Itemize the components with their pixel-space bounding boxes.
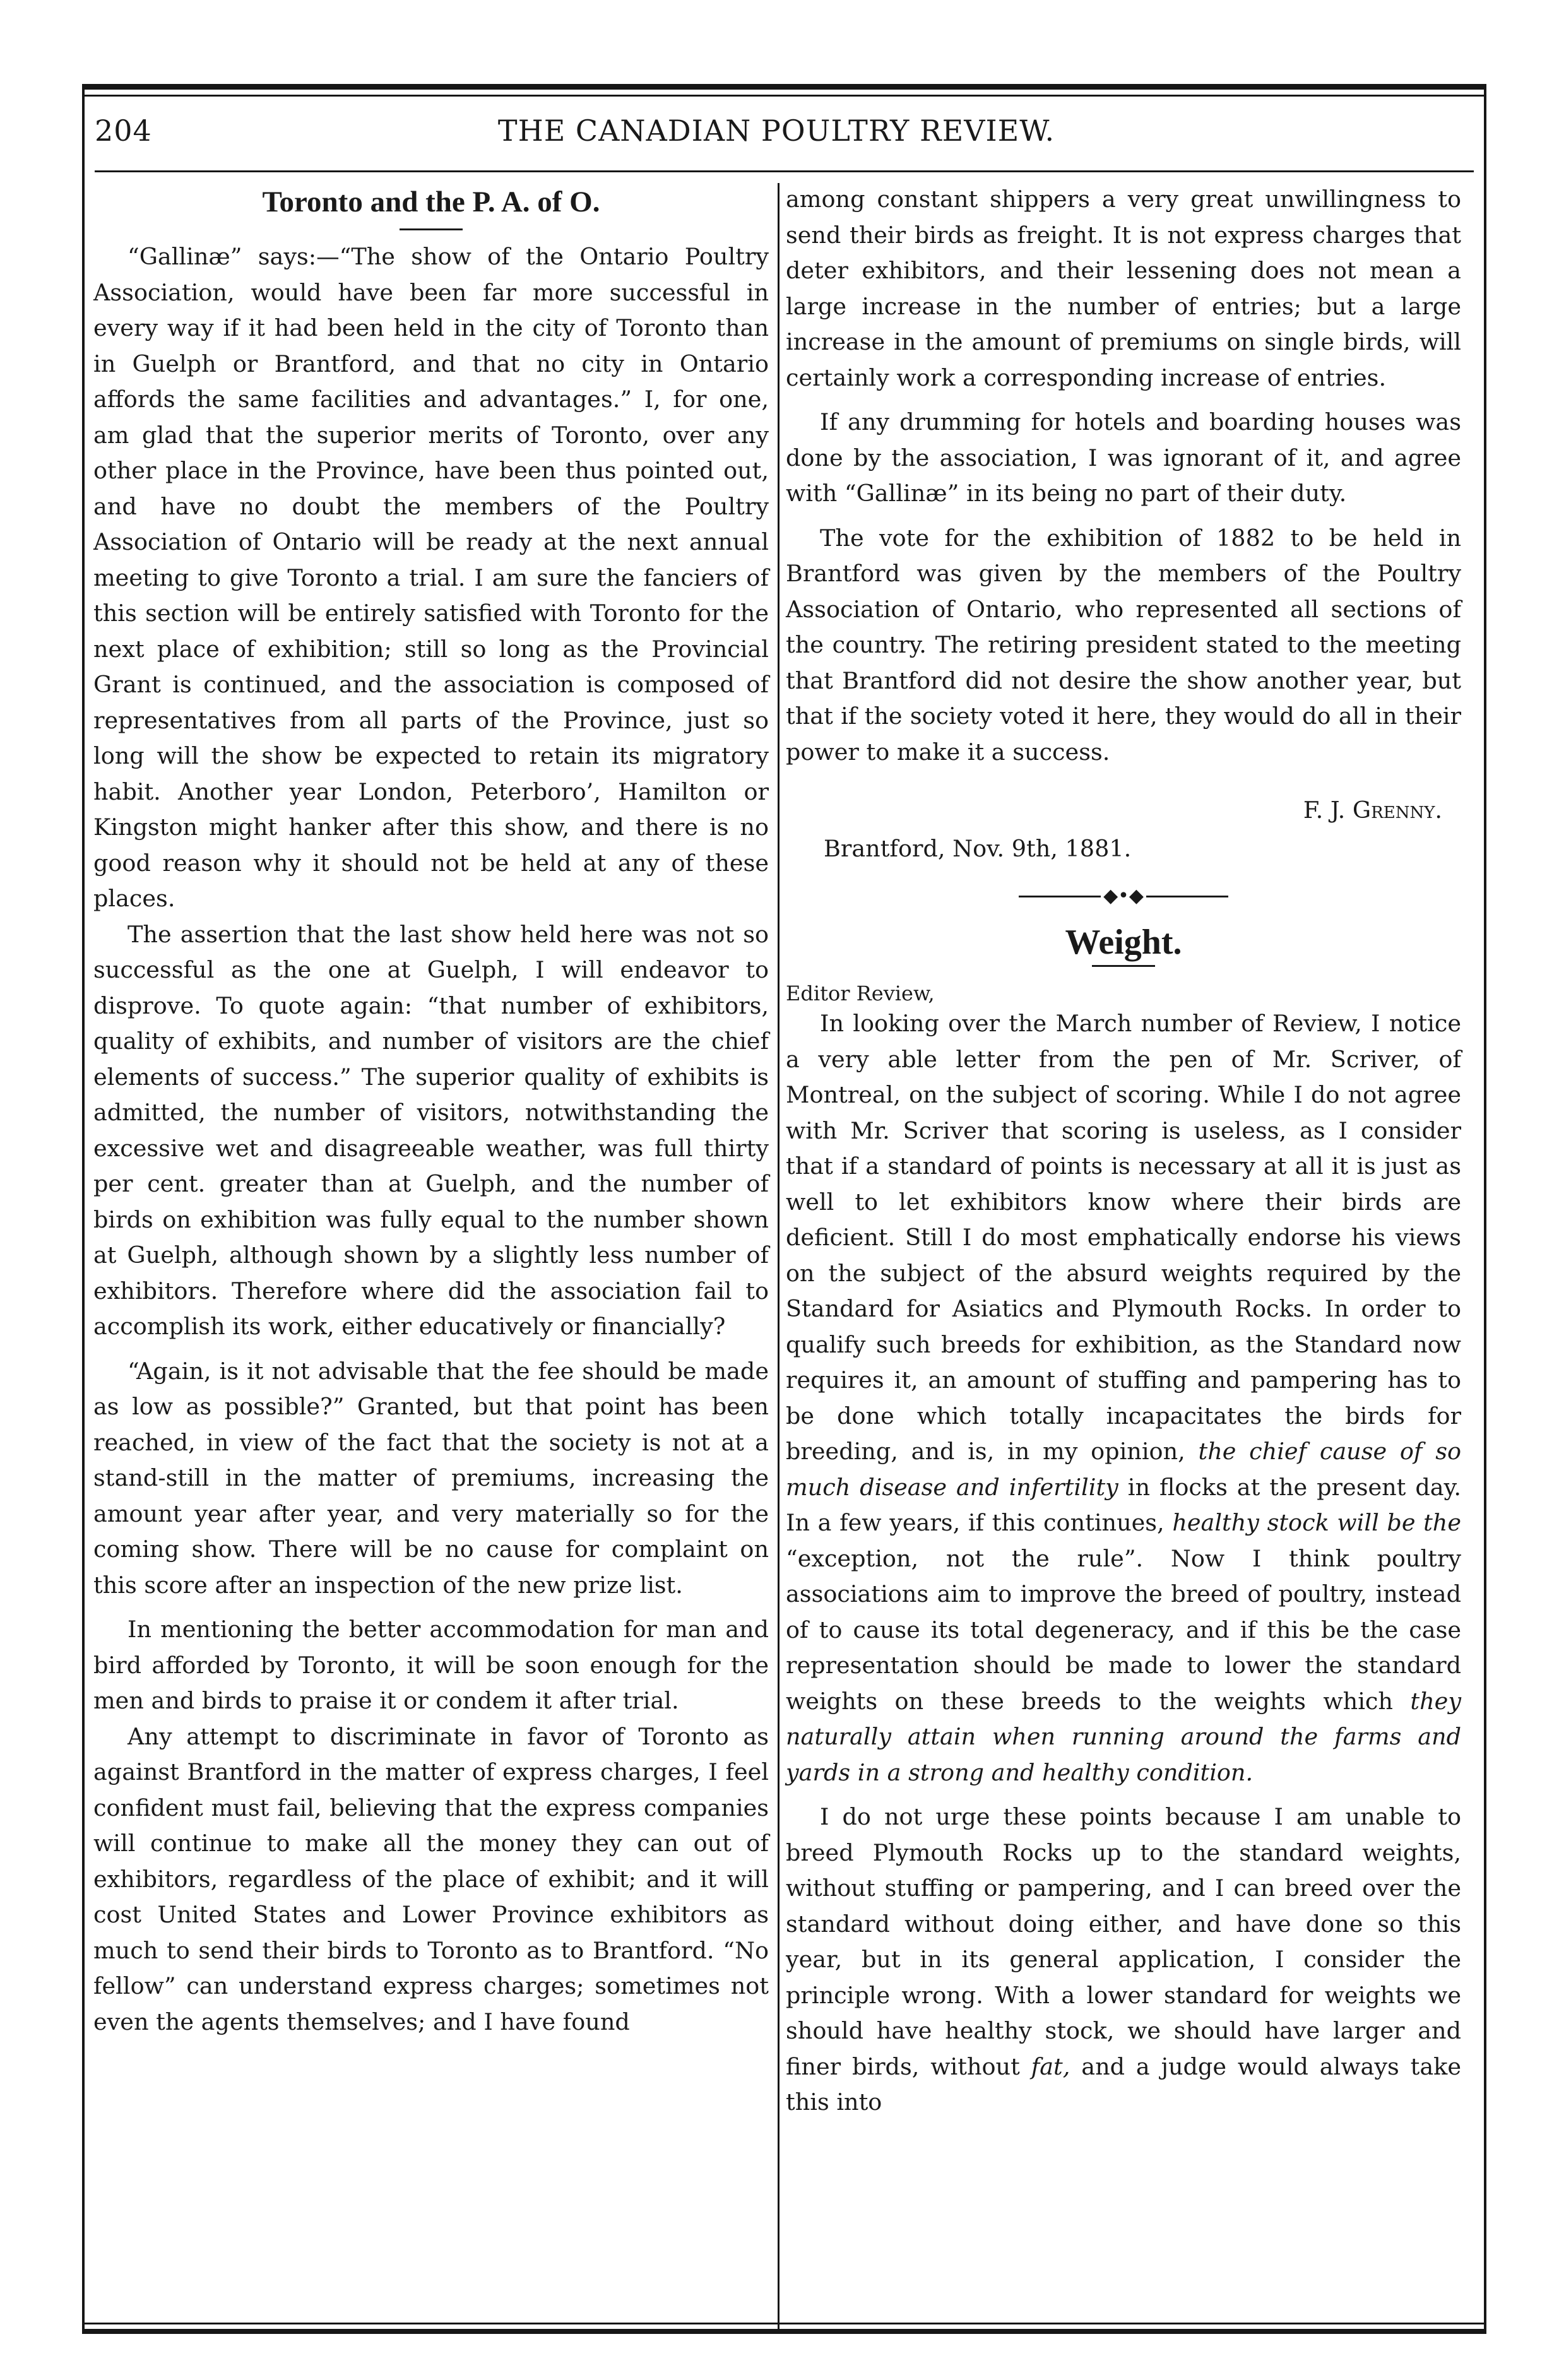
ornament-diamond-icon: ◆•◆ (1103, 885, 1144, 907)
dateline: Brantford, Nov. 9th, 1881. (824, 834, 1132, 862)
title-rule (400, 228, 463, 230)
left-column (93, 182, 769, 2040)
right-column (786, 182, 1461, 2121)
paragraph: In looking over the March number of Review, I notice a very able letter from the pen of Mr. Scriver, of Montreal, on the subject of scoring. While I do not agree with Mr. Scriver that scoring is useless, as I consider that if a standard of points is necessary at all it is just as well to let exhibitors know where their birds are deficient. Still I do most emphatically endorse his views on the subject of the absurd weights required by the Standard for Asiatics and Plymouth Rocks. In order to qualify such breeds for exhibition, as the Standard now requires it, an amount of stuffing and pampering has to be done which totally incapacitates the birds for breeding, and is, in my opinion, the chief cause of so much disease and infertility in flocks at the present day. In a few years, if this continues, healthy stock will be the “exception, not the rule”. Now I think poultry associations aim to improve the breed of poultry, instead of to cause its total degeneracy, and if this be the case representation should be made to lower the standard weights on these breeds to the weights which they naturally attain when running around the farms and yards in a strong and healthy condition. (786, 1010, 1461, 1786)
paragraph: The vote for the exhibition of 1882 to be held in Brantford was given by the members of the Poultry Association of Ontario, who represented all sections of the country. The retiring president stated to the meeting that Brantford did not desire the show another year, but that if the society voted it here, they would do all in their power to make it a success. (786, 524, 1461, 766)
paragraph: The assertion that the last show held here was not so successful as the one at Guelph, I will endeavor to disprove. To quote again: “that number of exhibitors, quality of exhibits, and number of visitors are the chief elements of success.” The superior quality of exhibits is admitted, the number of visitors, notwithstanding the excessive wet and disagreeable weather, was full thirty per cent. greater than at Guelph, and the number of birds on exhibition was fully equal to the number shown at Guelph, although shown by a slightly less number of exhibitors. Therefore where did the association fail to accomplish its work, either educatively or financially? (93, 920, 769, 1340)
ornament-line (1146, 896, 1228, 897)
header-rule (95, 170, 1474, 172)
paragraph: If any drumming for hotels and boarding houses was done by the association, I was ignorant of it, and agree with “Gallinæ” in its being no part of their duty. (786, 408, 1461, 507)
paragraph: “Again, is it not advisable that the fee should be made as low as possible?” Granted, but that point has been reached, in view of the fact that the society is not at a stand-still in the matter of premiums, increasing the amount year after year, and very materially so for the coming show. There will be no cause for complaint on this score after an inspection of the new prize list. (93, 1357, 769, 1599)
section-ornament (786, 887, 1461, 906)
ornament-line (1019, 896, 1101, 897)
paragraph: In mentioning the better accommodation for man and bird afforded by Toronto, it will be soon enough for the men and birds to praise it or condem it after trial. (93, 1616, 769, 1714)
paragraph: “Gallinæ” says:—“The show of the Ontario Poultry Association, would have been far more successful in every way if it had been held in the city of Toronto than in Guelph or Brantford, and that no city in Ontario affords the same facilities and advantages.” I, for one, am glad that the superior merits of Toronto, over any other place in the Province, have been thus pointed out, and have no doubt the members of the Poultry Association of Ontario will be ready at the next annual meeting to give Toronto a trial. I am sure the fanciers of this section will be entirely satisfied with Toronto for the next place of exhibition; still so long as the Provincial Grant is continued, and the association is composed of representatives from all parts of the Province, just so long will the show be expected to retain its migratory habit. Another year London, Peterboro’, Hamilton or Kingston might hanker after this show, and there is no good reason why it should not be held at any of these places. (93, 243, 769, 912)
signature: F. J. Grenny. (1303, 796, 1442, 824)
italic-phrase: healthy stock will be the (1172, 1509, 1461, 1536)
bottom-rule-thin (82, 2323, 1486, 2324)
paragraph: I do not urge these points because I am unable to breed Plymouth Rocks up to the standard weights, without stuffing or pampering, and I can breed over the standard without doing either, and have done so this year, but in its general application, I consider the principle wrong. With a lower standard for weights we should have healthy stock, we should have larger and finer birds, without fat, and a judge would always take this into (786, 1803, 1461, 2116)
right-border-rule (1484, 84, 1486, 2334)
title-rule (1092, 965, 1155, 967)
italic-word: fat, (1031, 2052, 1070, 2080)
italic-phrase: they naturally attain when running around the farms and yards in a strong and healthy condition. (786, 1687, 1461, 1786)
column-divider (778, 183, 780, 2329)
running-title: THE CANADIAN POULTRY REVIEW. (497, 114, 1055, 148)
bottom-rule-thick (82, 2329, 1486, 2334)
paragraph-continued: among constant shippers a very great unwillingness to send their birds as freight. It is not express charges that deter exhibitors, and their lessening does not mean a large increase in the number of entries; but a large increase in the amount of premiums on single birds, will certainly work a corresponding increase of entries. (786, 186, 1461, 391)
left-border-rule (82, 84, 85, 2334)
italic-phrase: the chief cause of so much disease and infertility (786, 1438, 1461, 1501)
salutation: Editor Review, (786, 981, 935, 1005)
page-header (95, 107, 1458, 158)
paragraph: Any attempt to discriminate in favor of Toronto as against Brantford in the matter of express charges, I feel confident must fail, believing that the express companies will continue to make all the money they can out of exhibitors, regardless of the place of exhibit; and it will cost United States and Lower Province exhibitors as much to send their birds to Toronto as to Brantford. “No fellow” can understand express charges; sometimes not even the agents themselves; and I have found (93, 1722, 769, 2035)
article-title: Toronto and the P. A. of O. (262, 186, 600, 218)
top-rule-thin (82, 95, 1486, 97)
top-rule-thick (82, 84, 1486, 90)
page-number: 204 (95, 114, 152, 148)
article-title: Weight. (1065, 923, 1182, 962)
